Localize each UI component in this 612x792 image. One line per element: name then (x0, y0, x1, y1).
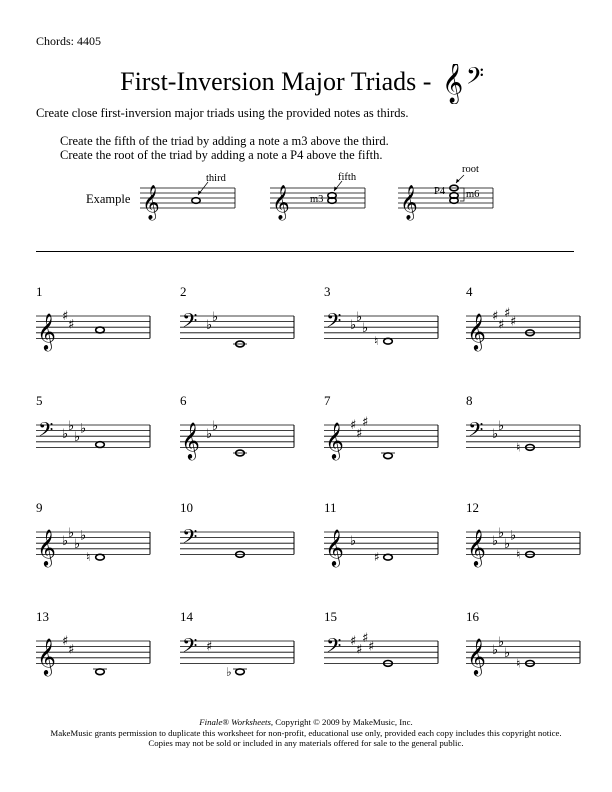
bass-clef-icon: 𝄢 (326, 634, 342, 662)
sharp-icon: ♯ (498, 317, 505, 333)
music-staff[interactable] (180, 407, 296, 463)
flat-icon: ♭ (510, 528, 517, 544)
sharp-icon: ♯ (62, 634, 69, 649)
problem-number: 7 (324, 393, 331, 408)
flat-icon: ♭ (206, 318, 213, 334)
accidental-icon: ♯ (374, 550, 380, 565)
problem-number: 14 (180, 609, 193, 624)
problem-6 (180, 393, 298, 463)
music-staff[interactable] (466, 407, 582, 463)
accidental-icon: ♮ (516, 547, 521, 562)
problem-number: 8 (466, 393, 473, 408)
intro-text: Create close first-inversion major triads using the provided notes as thirds. (36, 106, 409, 120)
problem-number: 9 (36, 500, 43, 515)
fifth-label: fifth (338, 172, 357, 183)
accidental-icon: ♮ (516, 440, 521, 455)
whole-note (384, 554, 393, 560)
treble-clef-icon: 𝄞 (37, 312, 56, 350)
music-staff[interactable] (180, 514, 296, 570)
bass-clef-icon: 𝄢 (182, 525, 198, 553)
problem-5 (36, 393, 154, 463)
third-label: third (206, 173, 226, 184)
treble-clef-icon: 𝄞 (37, 528, 56, 566)
problem-10 (180, 500, 298, 570)
music-staff[interactable] (466, 514, 582, 570)
sharp-icon: ♯ (362, 415, 369, 431)
whole-note (384, 453, 393, 459)
problem-number: 13 (36, 609, 49, 624)
music-staff[interactable] (36, 623, 152, 679)
flat-icon: ♭ (350, 318, 357, 334)
music-staff[interactable] (466, 298, 582, 354)
sharp-icon: ♯ (368, 639, 375, 655)
sharp-icon: ♯ (68, 317, 75, 333)
problem-15 (324, 609, 442, 679)
music-staff[interactable] (324, 514, 440, 570)
whole-note (96, 442, 105, 448)
problem-13 (36, 609, 154, 679)
whole-note (384, 338, 393, 344)
instruction-line: Create the fifth of the triad by adding a note a m3 above the third. (60, 134, 389, 148)
problem-1 (36, 284, 154, 354)
sharp-icon: ♯ (510, 314, 517, 330)
bass-clef-icon: 𝄢 (326, 309, 342, 337)
flat-icon: ♭ (498, 525, 505, 541)
treble-clef-icon: 𝄞 (467, 528, 486, 566)
music-staff[interactable] (324, 623, 440, 679)
whole-note (96, 327, 105, 333)
m6-label: m6 (466, 189, 480, 200)
flat-icon: ♭ (74, 537, 81, 552)
bass-clef-icon: 𝄢 (182, 634, 198, 662)
music-staff[interactable] (36, 514, 152, 570)
accidental-icon: ♮ (86, 550, 91, 565)
music-staff[interactable] (36, 407, 152, 463)
treble-clef-icon: 𝄞 (272, 185, 290, 220)
problem-number: 11 (324, 500, 337, 515)
instructions (60, 135, 389, 162)
music-staff[interactable] (324, 298, 440, 354)
treble-clef-icon: 𝄞 (325, 528, 344, 566)
problem-number: 3 (324, 284, 331, 299)
music-staff[interactable] (324, 407, 440, 463)
root-label: root (462, 164, 479, 175)
problem-number: 15 (324, 609, 337, 624)
accidental-icon: ♮ (374, 334, 379, 349)
problem-2 (180, 284, 298, 354)
treble-clef-icon: 𝄞 (400, 185, 418, 220)
treble-clef-icon: 𝄞 (142, 185, 160, 220)
worksheet-id: Chords: 4405 (36, 34, 102, 48)
flat-icon: ♭ (492, 643, 499, 659)
sharp-icon: ♯ (492, 309, 499, 324)
sharp-icon: ♯ (350, 418, 357, 433)
flat-icon: ♭ (504, 646, 511, 661)
whole-note (96, 669, 105, 675)
example-staff-1 (140, 172, 240, 222)
title-text: First-Inversion Major Triads - (120, 66, 438, 96)
flat-icon: ♭ (80, 528, 87, 544)
problem-number: 2 (180, 284, 187, 299)
m3-label: m3 (310, 194, 324, 205)
bass-clef-icon: 𝄢 (182, 309, 198, 337)
flat-icon: ♭ (212, 309, 219, 325)
example-label: Example (86, 192, 131, 206)
sharp-icon: ♯ (504, 306, 511, 322)
problem-number: 10 (180, 500, 193, 515)
problem-number: 6 (180, 393, 187, 408)
problem-12 (466, 500, 584, 570)
sharp-icon: ♯ (68, 642, 75, 658)
footer-product: Finale® Worksheets (199, 717, 271, 727)
music-staff[interactable] (180, 298, 296, 354)
flat-icon: ♭ (212, 418, 219, 434)
sharp-icon: ♯ (350, 634, 357, 649)
example-staff-3 (398, 164, 498, 222)
flat-icon: ♭ (206, 427, 213, 443)
flat-icon: ♭ (68, 525, 75, 541)
bass-clef-icon: 𝄢 (468, 418, 484, 446)
flat-icon: ♭ (498, 418, 505, 434)
problem-14 (180, 609, 298, 679)
footer-copyright: , Copyright © 2009 by MakeMusic, Inc. (270, 717, 413, 727)
accidental-icon: ♮ (516, 656, 521, 671)
problem-7 (324, 393, 442, 463)
accidental-icon: ♭ (226, 664, 232, 679)
problem-number: 4 (466, 284, 473, 299)
problem-4 (466, 284, 584, 354)
music-staff[interactable] (466, 623, 582, 679)
copyright-footer (0, 717, 612, 749)
music-staff[interactable] (36, 298, 152, 354)
flat-icon: ♭ (356, 309, 363, 325)
flat-icon: ♭ (62, 427, 69, 443)
problem-8 (466, 393, 584, 463)
whole-note (236, 669, 245, 675)
problem-3 (324, 284, 442, 354)
whole-note (192, 198, 200, 204)
treble-clef-icon: 𝄞 (37, 637, 56, 675)
flat-icon: ♭ (62, 534, 69, 550)
flat-icon: ♭ (492, 427, 499, 443)
sharp-icon: ♯ (62, 309, 69, 324)
bass-clef-icon: 𝄢 (465, 64, 484, 95)
sharp-icon: ♯ (356, 426, 363, 442)
footer-restriction: Copies may not be sold or included in any materials offered for sale to the general public. (148, 738, 464, 748)
flat-icon: ♭ (492, 534, 499, 550)
flat-icon: ♭ (68, 418, 75, 434)
bass-clef-icon: 𝄢 (38, 418, 54, 446)
flat-icon: ♭ (74, 430, 81, 445)
treble-clef-icon: 𝄞 (467, 312, 486, 350)
problem-16 (466, 609, 584, 679)
whole-note (96, 554, 105, 560)
treble-clef-icon: 𝄞 (467, 637, 486, 675)
treble-clef-icon: 𝄞 (441, 64, 464, 103)
flat-icon: ♭ (362, 321, 369, 336)
treble-clef-icon: 𝄞 (181, 421, 200, 459)
flat-icon: ♭ (498, 634, 505, 650)
example-staff-2 (270, 172, 370, 222)
sharp-icon: ♯ (356, 642, 363, 658)
music-staff[interactable] (180, 623, 296, 679)
footer-permission: MakeMusic grants permission to duplicate this worksheet for non-profit, educational use only, provided each copy includes this copyright notice. (50, 727, 562, 738)
problem-9 (36, 500, 154, 570)
p4-label: P4 (434, 186, 446, 197)
instruction-line: Create the root of the triad by adding a note a P4 above the fifth. (60, 147, 383, 162)
sharp-icon: ♯ (362, 631, 369, 647)
treble-clef-icon: 𝄞 (325, 421, 344, 459)
flat-icon: ♭ (350, 534, 357, 550)
sharp-icon: ♯ (206, 639, 213, 655)
page-title (0, 64, 612, 104)
problem-number: 1 (36, 284, 43, 299)
problem-number: 16 (466, 609, 479, 624)
flat-icon: ♭ (504, 537, 511, 552)
problem-number: 5 (36, 393, 43, 408)
section-divider (36, 251, 574, 252)
problem-number: 12 (466, 500, 479, 515)
flat-icon: ♭ (80, 421, 87, 437)
problem-11 (324, 500, 442, 570)
